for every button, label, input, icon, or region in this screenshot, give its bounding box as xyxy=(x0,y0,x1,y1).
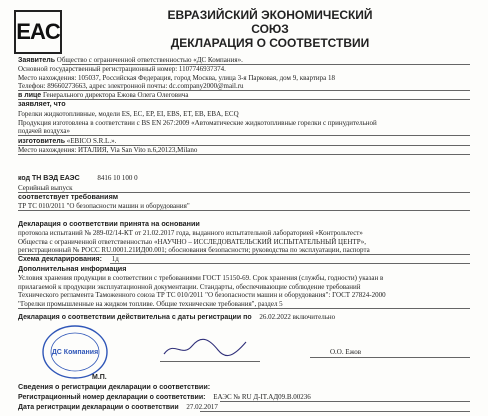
additional-label: Дополнительная информация xyxy=(18,264,127,273)
declares-label: заявляет, что xyxy=(18,99,66,108)
basis-text-1: протокола испытаний № 289-02/14-КТ от 21.02.2017 года, выданного испытательной лабораторией «Контрольтест» xyxy=(18,229,363,237)
basis-label: Декларация о соответствии принята на основании xyxy=(18,219,200,228)
serial-output: Серийный выпуск xyxy=(18,184,73,192)
basis-text-2: Общества с ограниченной ответственностью «НАУЧНО – ИССЛЕДОВАТЕЛЬСКИЙ ИСПЫТАТЕЛЬНЫЙ ЦЕНТР», xyxy=(18,237,367,246)
underline xyxy=(310,357,470,358)
additional-text-3: Технического регламента Таможенного союза ТР ТС 010/2011 "О безопасности машин и оборудования": ГОСТ 27824-2000 xyxy=(18,291,386,299)
header-line-2: СОЮЗ xyxy=(251,22,289,36)
header-line-3: ДЕКЛАРАЦИЯ О СООТВЕТСТВИИ xyxy=(170,36,370,50)
validity-text: Декларация о соответствии действительна с даты регистрации по xyxy=(18,314,252,321)
additional-text-4: "Горелки промышленные на жидком топливе. Общие технические требования", раздел 5 xyxy=(18,299,283,308)
scheme-value: 1д xyxy=(111,255,119,263)
underline xyxy=(18,99,470,100)
product-text-2: Продукция изготовлена в соответствии с BS EN 267:2009 «Автоматические жидкотопливные горелки с принудительной xyxy=(18,118,377,127)
eac-logo: EAC xyxy=(14,10,62,54)
registration-date-label: Дата регистрации декларации о соответствии xyxy=(18,404,179,411)
underline xyxy=(18,308,470,309)
code-value: 8416 10 100 0 xyxy=(97,174,138,182)
validity-date: 26.02.2022 включительно xyxy=(259,313,336,321)
header-line-1: ЕВРАЗИЙСКИЙ ЭКОНОМИЧЕСКИЙ xyxy=(167,8,373,22)
product-text-1: Горелки жидкотопливные, модели ES, EC, EP, EI, EBS, ET, EB, EBA, ECQ xyxy=(18,110,239,118)
applicant-label: Заявитель xyxy=(18,57,56,64)
underline xyxy=(220,401,470,402)
code-row xyxy=(18,174,138,184)
applicant-text-1: Общество с ограниченной ответственностью «ДС Компания». xyxy=(56,56,243,64)
requirements-value: ТР ТС 010/2011 "О безопасности машин и оборудования" xyxy=(18,201,190,210)
additional-text-1: Условия хранения продукции в соответствии с требованиями ГОСТ 15150-69. Срок хранения (службы, годности) указан в xyxy=(18,274,384,282)
applicant-text-4: Телефон: 89660273663, адрес электронной почты: dc.company2000@mail.ru xyxy=(18,82,244,90)
manufacturer-value: «EBICO S.R.L.». xyxy=(66,136,117,145)
underline xyxy=(110,263,470,264)
manufacturer-label: изготовитель xyxy=(18,137,65,145)
registration-date-row xyxy=(18,403,218,413)
registration-number-value: ЕАЭС № RU Д-IT.АД09.В.00236 xyxy=(213,393,311,401)
underline xyxy=(18,210,470,211)
applicant-text-3: Место нахождения: 105037, Российская Федерация, город Москва, улица 3-я Парковая, дом 9, квартира 18 xyxy=(18,73,336,82)
document-header xyxy=(70,8,470,50)
code-label: код ТН ВЭД ЕАЭС xyxy=(18,175,80,182)
stamp-text: ДС Компания xyxy=(51,349,99,356)
signature-line xyxy=(160,361,260,362)
mp-label: М.П. xyxy=(92,374,107,381)
manufacturer-address: Место нахождения: ИТАЛИЯ, Via San Vito n.6,20123,Milano xyxy=(18,146,198,154)
underline xyxy=(18,154,470,155)
underline xyxy=(200,411,470,412)
registration-date-value: 27.02.2017 xyxy=(186,403,218,411)
product-text-3: подачей воздуха» xyxy=(18,127,71,135)
registration-label: Сведения о регистрации декларации о соответствии: xyxy=(18,382,211,391)
requirements-label: соответствует требованиям xyxy=(18,192,119,201)
handwritten-signature xyxy=(160,336,250,360)
registration-number-label: Регистрационный номер декларации о соответствии: xyxy=(18,394,206,401)
basis-text-3: регистрационный № РОСС RU.0001.21ИД00.001; обоснования безопасности; руководства по эксплуатации, паспорта xyxy=(18,246,370,254)
signatory-name: О.О. Ежов xyxy=(330,348,362,356)
person-label: в лице xyxy=(18,92,42,99)
scheme-label: Схема декларирования: xyxy=(18,256,102,263)
additional-text-2: прилагаемой к продукции эксплуатационной документации. Стандарты, обеспечивающие соблюдение требований xyxy=(18,282,361,291)
company-stamp xyxy=(40,322,110,382)
applicant-text-2: Основной государственный регистрационный номер: 1107746937374. xyxy=(18,65,226,73)
person-value: Генерального директора Ежова Олега Олеговича xyxy=(42,91,189,99)
